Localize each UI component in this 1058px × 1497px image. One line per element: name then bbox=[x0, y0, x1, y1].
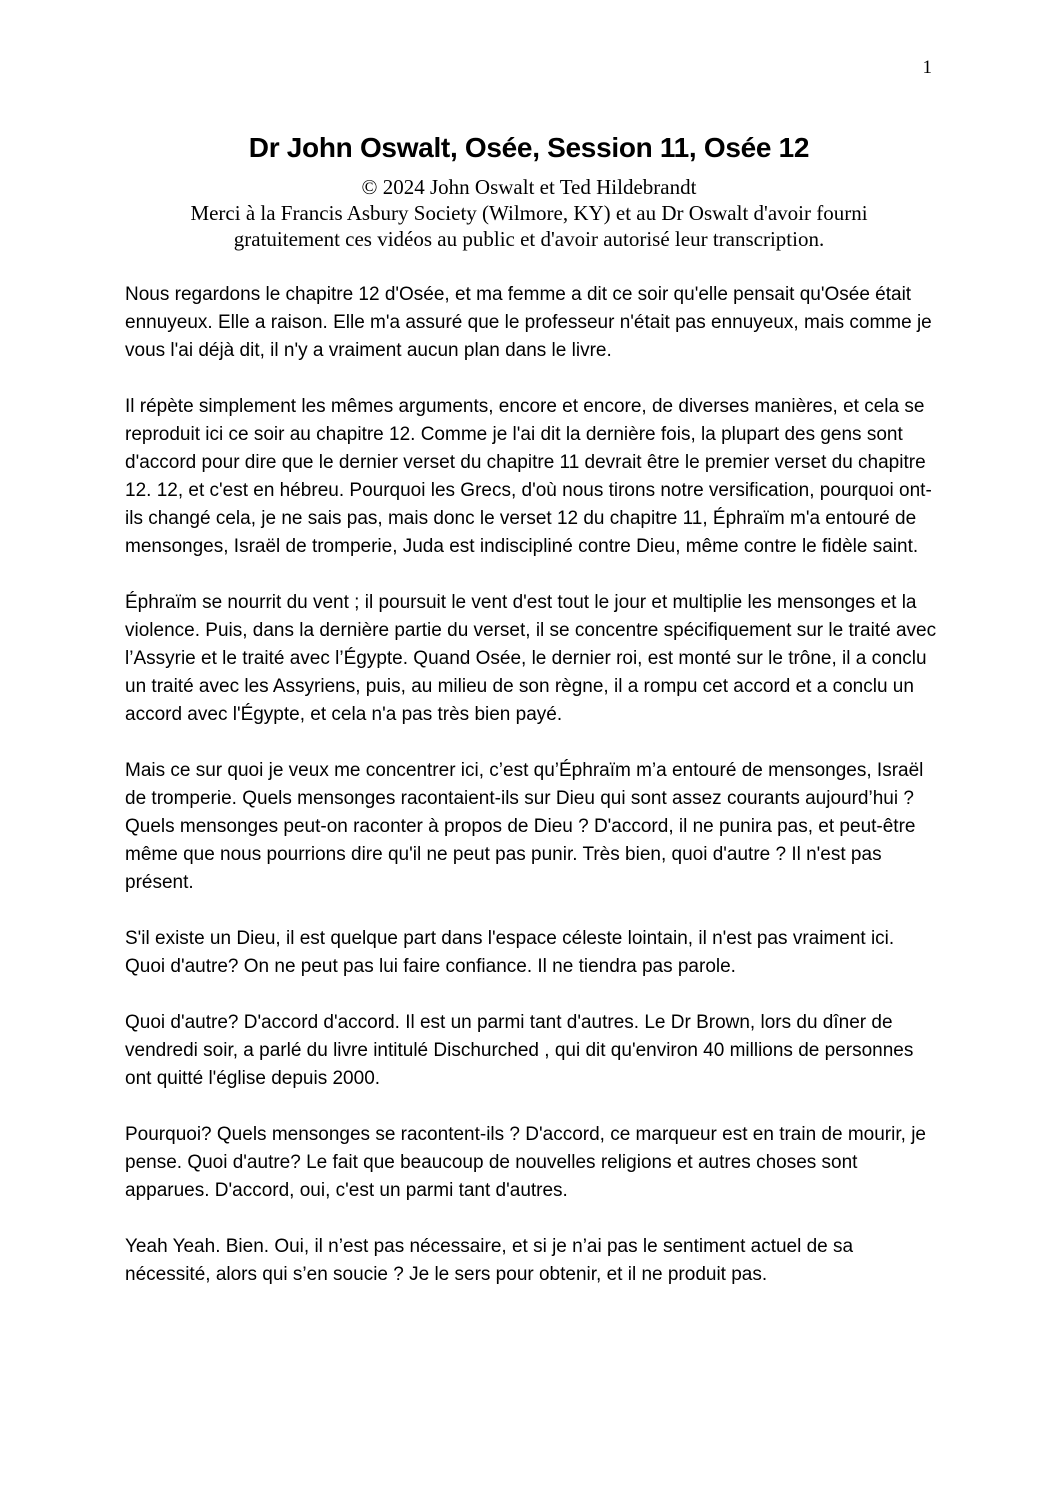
paragraph-4: Mais ce sur quoi je veux me concentrer ici, c’est qu’Éphraïm m’a entouré de mensonges, Israël de tromperie. Quels mensonges racontaient-ils sur Dieu qui sont assez courants aujourd’hui ? Quels mensonges peut-on raconter à propos de Dieu ? D'accord, il ne punira pas, et peut-être même que nous pourrions dire qu'il ne peut pas punir. Très bien, quoi d'autre ? Il n'est pas présent. bbox=[125, 760, 924, 893]
paragraph-6: Quoi d'autre? D'accord d'accord. Il est un parmi tant d'autres. Le Dr Brown, lors du dîner de vendredi soir, a parlé du livre intitulé Dischurched , qui dit qu'environ 40 millions de personnes ont quitté l'église depuis 2000. bbox=[125, 1012, 914, 1089]
credit-line-1: Merci à la Francis Asbury Society (Wilmore, KY) et au Dr Oswalt d'avoir fourni bbox=[190, 201, 868, 225]
paragraph-3: Éphraïm se nourrit du vent ; il poursuit le vent d'est tout le jour et multiplie les mensonges et la violence. Puis, dans la dernière partie du verset, il se concentre spécifiquement sur le traité avec l’Assyrie et le traité avec l’Égypte. Quand Osée, le dernier roi, est monté sur le trône, il a conclu un traité avec les Assyriens, puis, au milieu de son règne, il a rompu cet accord et a conclu un accord avec l'Égypte, et cela n'a pas très bien payé. bbox=[125, 592, 937, 725]
page-number: 1 bbox=[922, 57, 932, 78]
paragraph-1: Nous regardons le chapitre 12 d'Osée, et ma femme a dit ce soir qu'elle pensait qu'Osée était ennuyeux. Elle a raison. Elle m'a assuré que le professeur n'était pas ennuyeux, mais comme je vous l'ai déjà dit, il n'y a vraiment aucun plan dans le livre. bbox=[125, 284, 932, 361]
document-header bbox=[0, 0, 1058, 252]
paragraph-8: Yeah Yeah. Bien. Oui, il n’est pas nécessaire, et si je n’ai pas le sentiment actuel de sa nécessité, alors qui s’en soucie ? Je le sers pour obtenir, et il ne produit pas. bbox=[125, 1236, 854, 1285]
paragraph-5: S'il existe un Dieu, il est quelque part dans l'espace céleste lointain, il n'est pas vraiment ici. Quoi d'autre? On ne peut pas lui faire confiance. Il ne tiendra pas parole. bbox=[125, 928, 895, 977]
document-body bbox=[125, 281, 937, 1289]
copyright-line: © 2024 John Oswalt et Ted Hildebrandt bbox=[361, 175, 697, 199]
document-title: Dr John Oswalt, Osée, Session 11, Osée 12 bbox=[248, 132, 810, 163]
paragraph-2: Il répète simplement les mêmes arguments, encore et encore, de diverses manières, et cela se reproduit ici ce soir au chapitre 12. Comme je l'ai dit la dernière fois, la plupart des gens sont d'accord pour dire que le dernier verset du chapitre 11 devrait être le premier verset du chapitre 12. 12, et c'est en hébreu. Pourquoi les Grecs, d'où nous tirons notre versification, pourquoi ont-ils changé cela, je ne sais pas, mais donc le verset 12 du chapitre 11, Éphraïm m'a entouré de mensonges, Israël de tromperie, Juda est indiscipliné contre Dieu, même contre le fidèle saint. bbox=[125, 396, 932, 557]
paragraph-7: Pourquoi? Quels mensonges se racontent-ils ? D'accord, ce marqueur est en train de mourir, je pense. Quoi d'autre? Le fait que beaucoup de nouvelles religions et autres choses sont apparues. D'accord, oui, c'est un parmi tant d'autres. bbox=[125, 1124, 926, 1201]
credit-line-2: gratuitement ces vidéos au public et d'avoir autorisé leur transcription. bbox=[233, 227, 825, 251]
